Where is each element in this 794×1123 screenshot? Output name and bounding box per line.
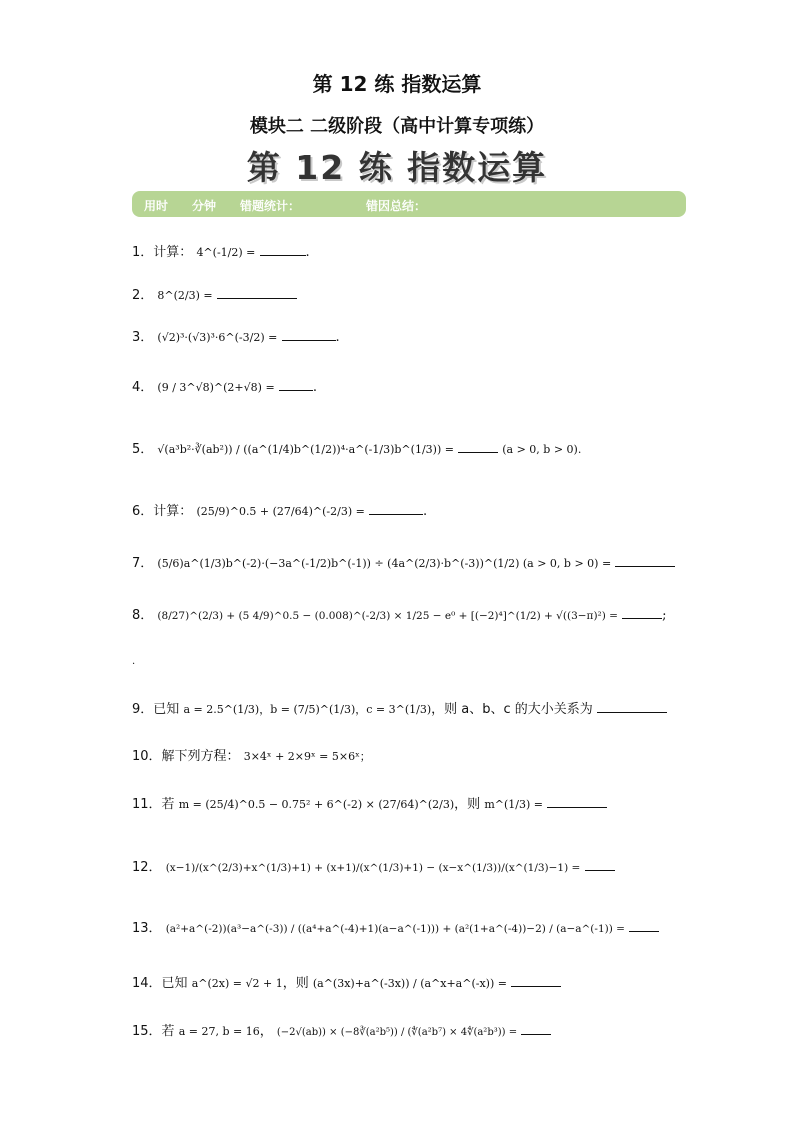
error-count-label: 错题统计： [240,199,301,213]
answer-blank-1[interactable] [260,253,306,256]
question-11: 11．若 m = (25/4)^0.5 − 0.75² + 6^(-2) × (27/64)^(2/3)，则 m^(1/3) = [132,793,607,812]
question-10: 10．解下列方程： 3×4ˣ + 2×9ˣ = 5×6ˣ； [132,749,371,764]
question-1: 1．计算： 4^(-1/2) = . [132,245,310,260]
question-12-expression: (x−1)/(x^(2/3)+x^(1/3)+1) + (x+1)/(x^(1/3)+1) − (x−x^(1/3))/(x^(1/3)−1) = [165,862,581,874]
question-5-condition: (a > 0, b > 0). [502,443,582,456]
question-8: 8． (8/27)^(2/3) + (5 4/9)^0.5 − (0.008)^(-2/3) × 1/25 − e⁰ + [(−2)⁴]^(1/2) + √((3−π)²) = ; [132,608,667,623]
question-3-expression: (√2)³·(√3)³·6^(-3/2) = [157,331,278,344]
answer-blank-6[interactable] [369,512,423,515]
question-6-expression: (25/9)^0.5 + (27/64)^(-2/3) = [196,505,365,518]
question-13: 13． (a²+a^(-2))(a³−a^(-3)) / ((a⁴+a^(-4)+1)(a−a^(-1))) + (a²(1+a^(-4))−2) / (a−a^(-1)) = [132,917,659,936]
answer-blank-8[interactable] [622,616,662,619]
question-14-expression: a^(2x) = √2 + 1 [191,977,283,990]
answer-blank-13[interactable] [629,929,659,932]
question-15-expression: (−2√(ab)) × (−8∛(a²b⁵)) / (∜(a²b⁷) × 4∜(a²b³)) = [276,1027,518,1038]
answer-blank-15[interactable] [521,1032,551,1035]
question-11-expression: m = (25/4)^0.5 − 0.75² + 6^(-2) × (27/64)^(2/3) [178,798,455,811]
question-10-expression: 3×4ˣ + 2×9ˣ = 5×6ˣ； [243,750,371,763]
page-title-small: 第 12 练 指数运算 [312,72,482,96]
question-12: 12． (x−1)/(x^(2/3)+x^(1/3)+1) + (x+1)/(x^(1/3)+1) − (x−x^(1/3))/(x^(1/3)−1) = [132,856,615,875]
stray-mark: . [132,656,136,667]
question-3: 3． (√2)³·(√3)³·6^(-3/2) = . [132,330,340,345]
question-9: 9．已知 a = 2.5^(1/3)，b = (7/5)^(1/3)，c = 3^(1/3)，则 a、b、c 的大小关系为 [132,698,667,717]
answer-blank-4[interactable] [279,388,313,391]
question-2: 2． 8^(2/3) = [132,284,297,303]
answer-blank-2[interactable] [217,296,297,299]
minutes-label: 分钟 [192,199,217,213]
module-subtitle: 模块二 二级阶段（高中计算专项练） [249,116,545,137]
question-1-expression: 4^(-1/2) = [196,246,256,259]
question-8-expression: (8/27)^(2/3) + (5 4/9)^0.5 − (0.008)^(-2/3) × 1/25 − e⁰ + [(−2)⁴]^(1/2) + √((3−π)²) = [157,610,618,622]
stats-bar [132,191,686,217]
question-4: 4． (9 / 3^√8)^(2+√8) = . [132,380,317,395]
answer-blank-14[interactable] [511,984,561,987]
question-15-values: a = 27, b = 16 [178,1025,260,1038]
question-14: 14．已知 a^(2x) = √2 + 1，则 (a^(3x)+a^(-3x)) / (a^x+a^(-x)) = [132,972,561,991]
answer-blank-3[interactable] [282,338,336,341]
question-5-expression: √(a³b²·∛(ab²)) / ((a^(1/4)b^(1/2))⁴·a^(-1/3)b^(1/3)) = [157,443,454,456]
question-4-expression: (9 / 3^√8)^(2+√8) = [157,381,275,394]
answer-blank-7[interactable] [615,564,675,567]
question-13-expression: (a²+a^(-2))(a³−a^(-3)) / ((a⁴+a^(-4)+1)(a−a^(-1))) + (a²(1+a^(-4))−2) / (a−a^(-1)) = [165,923,625,935]
answer-blank-11[interactable] [547,805,607,808]
page-title-big: 第 12 练 指数运算 [246,148,548,187]
question-15: 15．若 a = 27, b = 16， (−2√(ab)) × (−8∛(a²b⁵)) / (∜(a²b⁷) × 4∜(a²b³)) = [132,1020,551,1039]
question-9-expression: a = 2.5^(1/3)，b = (7/5)^(1/3)，c = 3^(1/3) [183,703,432,716]
question-6: 6．计算： (25/9)^0.5 + (27/64)^(-2/3) = . [132,504,428,519]
question-2-expression: 8^(2/3) = [157,289,213,302]
error-summary-label: 错因总结： [366,199,427,213]
answer-blank-5[interactable] [458,450,498,453]
question-5: 5． √(a³b²·∛(ab²)) / ((a^(1/4)b^(1/2))⁴·a^(-1/3)b^(1/3)) = (a > 0, b > 0). [132,442,582,457]
used-time-label: 用时 [144,199,169,213]
answer-blank-12[interactable] [585,868,615,871]
question-11-target: m^(1/3) = [484,798,543,811]
question-14-target: (a^(3x)+a^(-3x)) / (a^x+a^(-x)) = [312,977,507,990]
question-7-expression: (5/6)a^(1/3)b^(-2)·(−3a^(-1/2)b^(-1)) ÷ (4a^(2/3)·b^(-3))^(1/2) (a > 0, b > 0) = [157,557,612,570]
question-7: 7． (5/6)a^(1/3)b^(-2)·(−3a^(-1/2)b^(-1)) ÷ (4a^(2/3)·b^(-3))^(1/2) (a > 0, b > 0) = [132,552,675,571]
answer-blank-9[interactable] [597,710,667,713]
